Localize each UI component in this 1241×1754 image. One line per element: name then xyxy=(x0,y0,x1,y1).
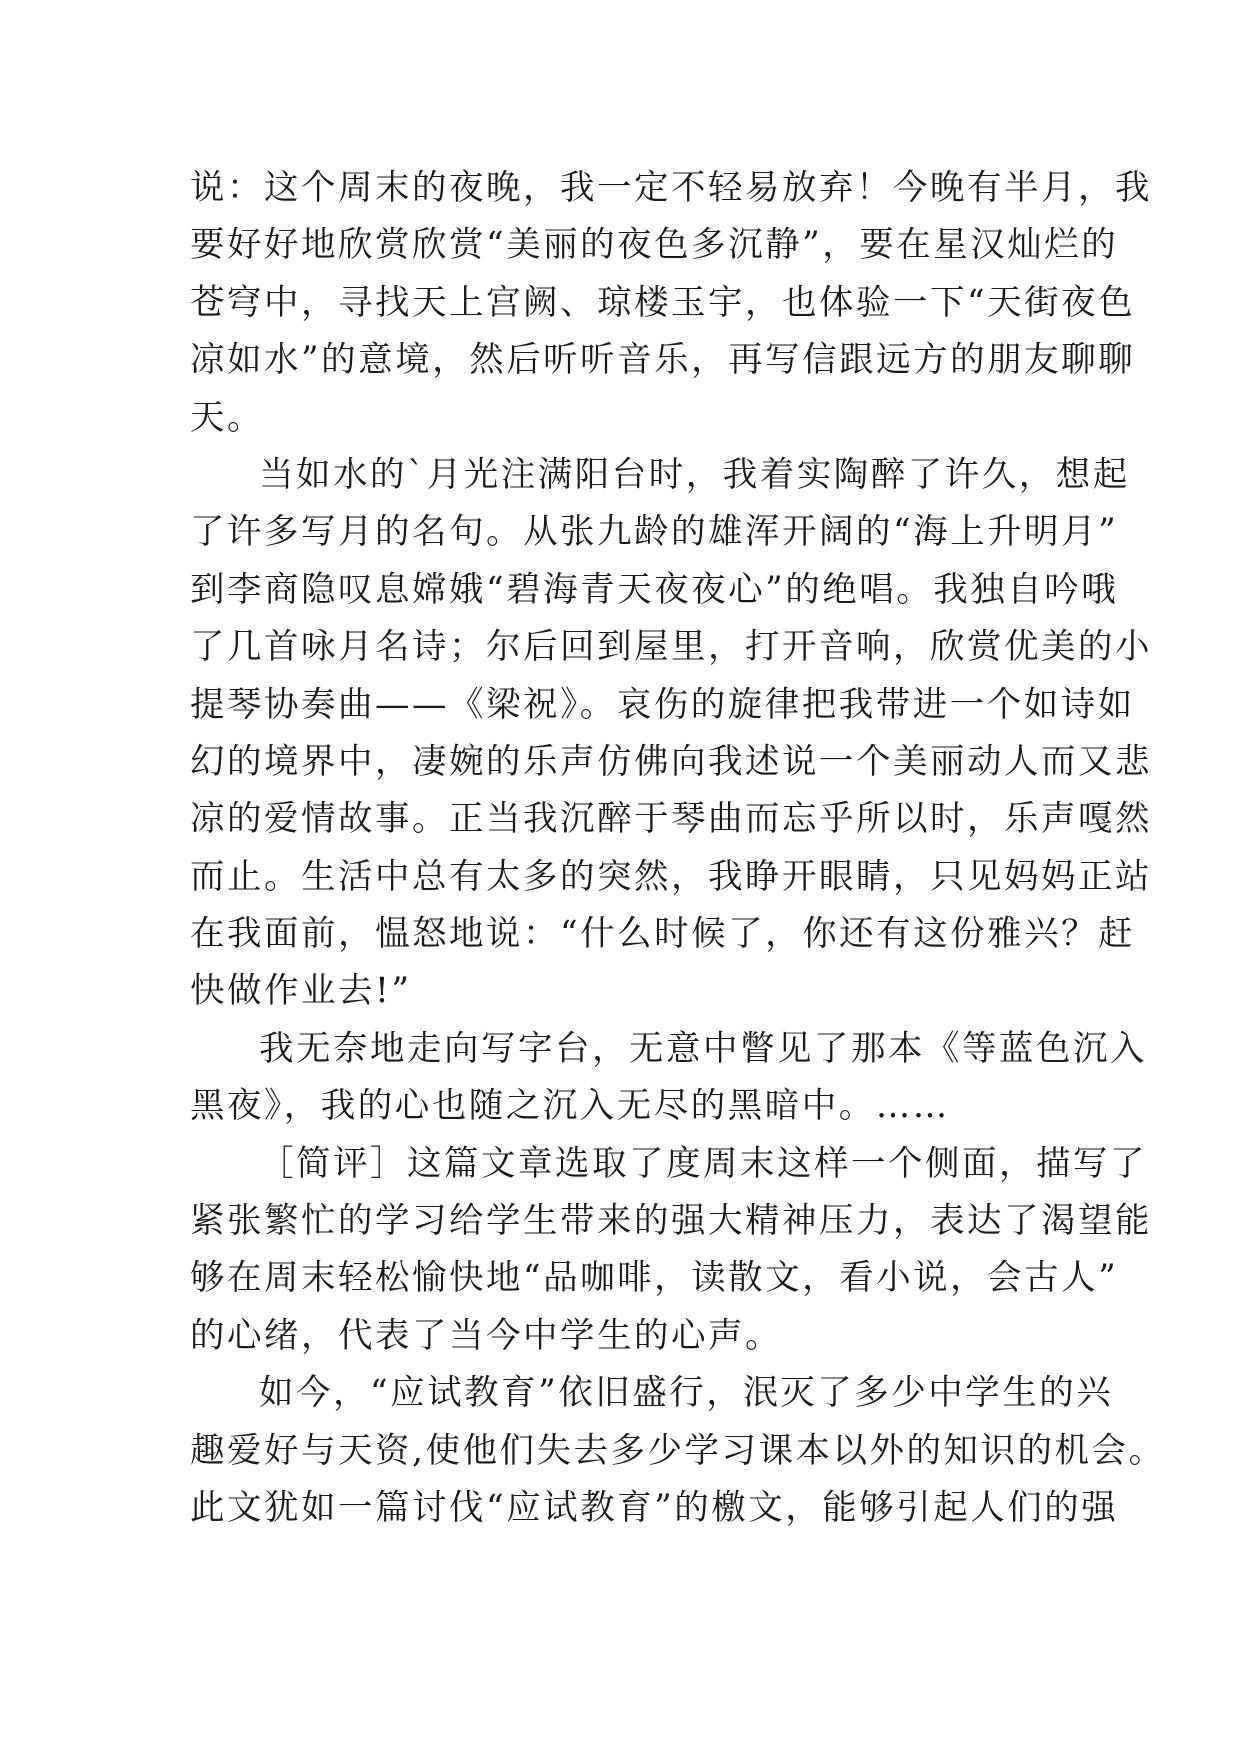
text-line: 快做作业去!” xyxy=(190,971,412,1012)
text-line: 提琴协奏曲——《梁祝》。哀伤的旋律把我带进一个如诗如 xyxy=(190,684,1135,725)
paragraph-first-line: 我无奈地走向写字台，无意中瞥见了那本《等蓝色沉入 xyxy=(259,1028,1147,1069)
paragraph-first-line: 如今，“应试教育”依旧盛行，泯灭了多少中学生的兴 xyxy=(259,1373,1114,1414)
text-line: 此文犹如一篇讨伐“应试教育”的檄文，能够引起人们的强 xyxy=(190,1487,1119,1528)
body-text xyxy=(190,160,1166,1537)
text-line: 说：这个周末的夜晚，我一定不轻易放弃！今晚有半月，我 xyxy=(190,168,1152,208)
text-line: 了许多写月的名句。从张九龄的雄浑开阔的“海上升明月” xyxy=(190,512,1119,553)
text-line: 要好好地欣赏欣赏“美丽的夜色多沉静”，要在星汉灿烂的 xyxy=(190,225,1119,266)
text-line: 了几首咏月名诗；尔后回到屋里，打开音响，欣赏优美的小 xyxy=(190,627,1152,668)
text-line: 到李商隐叹息嫦娥“碧海青天夜夜心”的绝唱。我独自吟哦 xyxy=(190,569,1119,610)
text-line: 紧张繁忙的学习给学生带来的强大精神压力，表达了渴望能 xyxy=(190,1201,1152,1242)
text-line: 凉的爱情故事。正当我沉醉于琴曲而忘乎所以时，乐声嘎然 xyxy=(190,799,1152,840)
text-line: 幻的境界中，凄婉的乐声仿佛向我述说一个美丽动人而又悲 xyxy=(190,741,1152,782)
text-line: 的心绪，代表了当今中学生的心声。 xyxy=(190,1315,782,1356)
text-line: 够在周末轻松愉快地“品咖啡，读散文，看小说，会古人” xyxy=(190,1258,1119,1299)
text-line: 凉如水”的意境，然后听听音乐，再写信跟远方的朋友聊聊 xyxy=(190,340,1136,381)
text-line: 天。 xyxy=(190,397,264,438)
text-line: 在我面前，愠怒地说：“什么时候了，你还有这份雅兴？赶 xyxy=(190,914,1136,955)
text-line: 黑夜》，我的心也随之沉入无尽的黑暗中。…… xyxy=(190,1086,950,1127)
text-line: 趣爱好与天资,使他们失去多少学习课本以外的知识的机会。 xyxy=(190,1430,1166,1471)
paragraph-first-line: ［简评］这篇文章选取了度周末这样一个侧面，描写了 xyxy=(259,1143,1147,1184)
text-line: 而止。生活中总有太多的突然，我睁开眼睛，只见妈妈正站 xyxy=(190,856,1152,897)
text-line: 苍穹中，寻找天上宫阙、琼楼玉宇，也体验一下“天街夜色 xyxy=(190,282,1136,323)
paragraph-first-line: 当如水的`月光注满阳台时，我着实陶醉了许久，想起 xyxy=(259,454,1130,495)
